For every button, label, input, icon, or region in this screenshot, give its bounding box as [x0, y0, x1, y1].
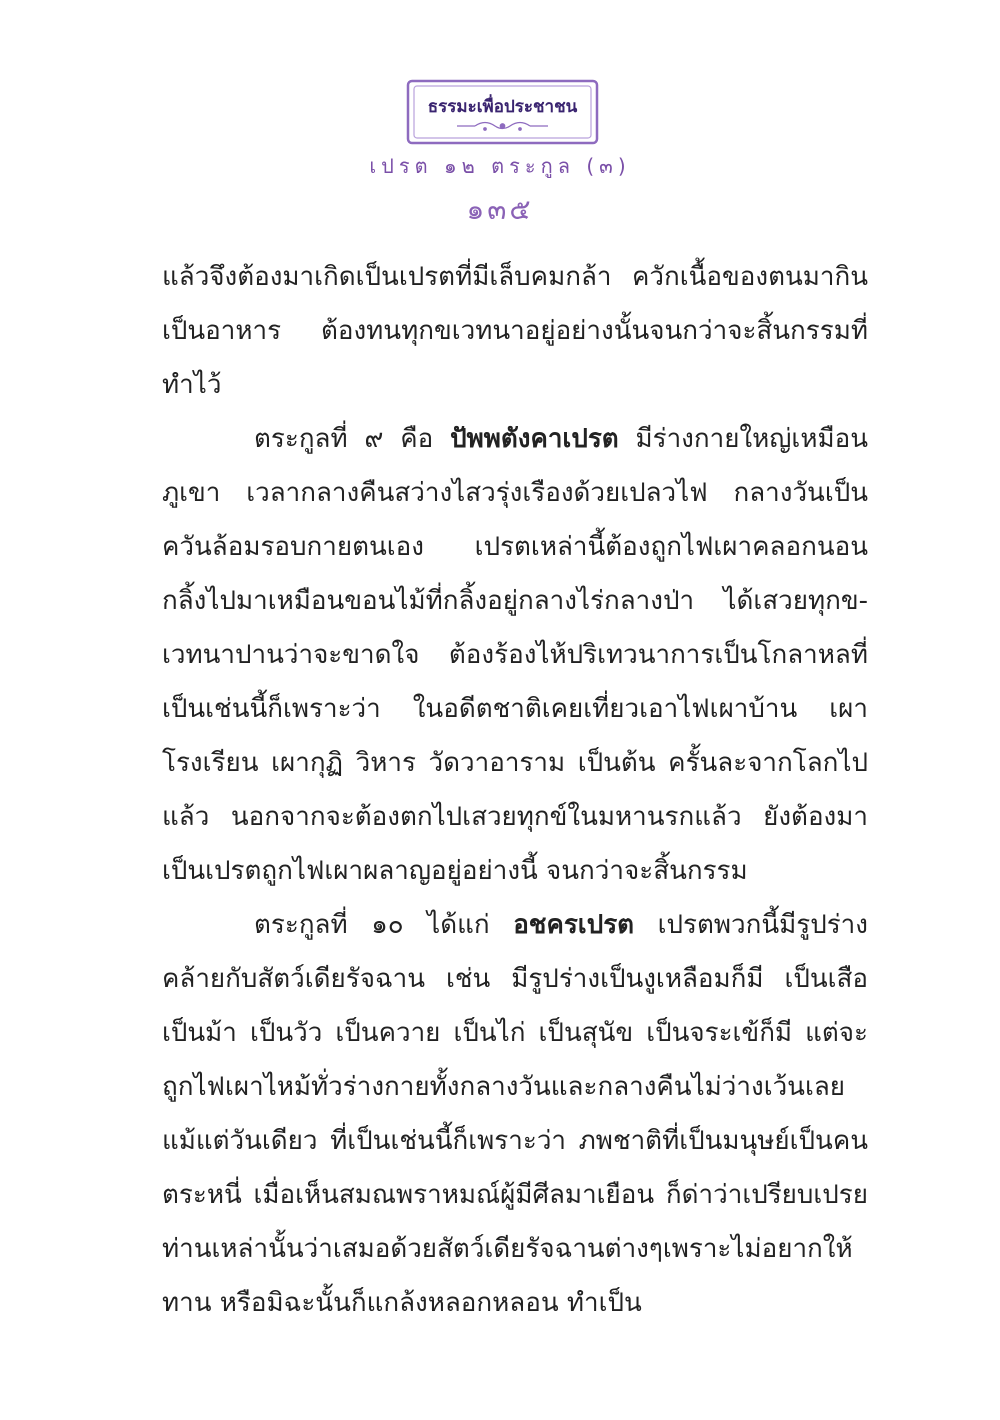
- paragraph-1-text: แล้วจึงต้องมาเกิดเป็นเปรตที่มีเล็บคมกล้า ควักเนื้อของตนมากินเป็นอาหาร ต้องทนทุกขเวทนาอยู่อย่างนั้นจนกว่าจะสิ้นกรรมที่ทำไว้: [162, 262, 868, 400]
- paragraph-2-lead: ตระกูลที่ ๙ คือ: [254, 424, 451, 454]
- dhamma-logo: [405, 78, 600, 146]
- term-ajagara-peta: อชครเปรต: [513, 910, 635, 940]
- page-number: ๑๓๕: [466, 193, 534, 226]
- paragraph-2: [162, 412, 868, 898]
- article-body: [162, 250, 868, 1330]
- term-pabbatangka-peta: ปัพพตังคาเปรต: [450, 424, 619, 454]
- paragraph-3-lead: ตระกูลที่ ๑๐ ได้แก่: [254, 910, 514, 940]
- paragraph-1: [162, 250, 868, 412]
- logo-text: ธรรมะเพื่อประชาชน: [427, 97, 578, 117]
- running-title: เปรต ๑๒ ตระกูล (๓): [369, 154, 631, 178]
- paragraph-2-text: มีร่างกายใหญ่เหมือนภูเขา เวลากลางคืนสว่างไสวรุ่งเรืองด้วยเปลวไฟ กลางวันเป็นควันล้อมรอบกายตนเอง เปรตเหล่านี้ต้องถูกไฟเผาคลอกนอนกลิ้งไปมาเหมือนขอนไม้ที่กลิ้งอยู่กลางไร่กลางป่า ได้เสวยทุกข-เวทนาปานว่าจะขาดใจ ต้องร้องไห้ปริเทวนาการเป็นโกลาหลที่เป็นเช่นนี้ก็เพราะว่า ในอดีตชาติเคยเที่ยวเอาไฟเผาบ้าน เผาโรงเรียน เผากุฏิ วิหาร วัดวาอาราม เป็นต้น ครั้นละจากโลกไปแล้ว นอกจากจะต้องตกไปเสวยทุกข์ในมหานรกแล้ว ยังต้องมาเป็นเปรตถูกไฟเผาผลาญอยู่อย่างนี้ จนกว่าจะสิ้นกรรม: [162, 424, 868, 886]
- paragraph-3-text: เปรตพวกนี้มีรูปร่างคล้ายกับสัตว์เดียรัจฉาน เช่น มีรูปร่างเป็นงูเหลือมก็มี เป็นเสือเป็นม้า เป็นวัว เป็นควาย เป็นไก่ เป็นสุนัข เป็นจระเข้ก็มี แต่จะถูกไฟเผาไหม้ทั่วร่างกายทั้งกลางวันและกลางคืนไม่ว่างเว้นเลยแม้แต่วันเดียว ที่เป็นเช่นนี้ก็เพราะว่า ภพชาติที่เป็นมนุษย์เป็นคนตระหนี่ เมื่อเห็นสมณพราหมณ์ผู้มีศีลมาเยือน ก็ด่าว่าเปรียบเปรยท่านเหล่านั้นว่าเสมอด้วยสัตว์เดียรัจฉานต่างๆเพราะไม่อยากให้ทาน หรือมิฉะนั้นก็แกล้งหลอกหลอน ทำเป็น: [162, 910, 868, 1318]
- paragraph-3: [162, 898, 868, 1330]
- page-header: [0, 0, 1000, 230]
